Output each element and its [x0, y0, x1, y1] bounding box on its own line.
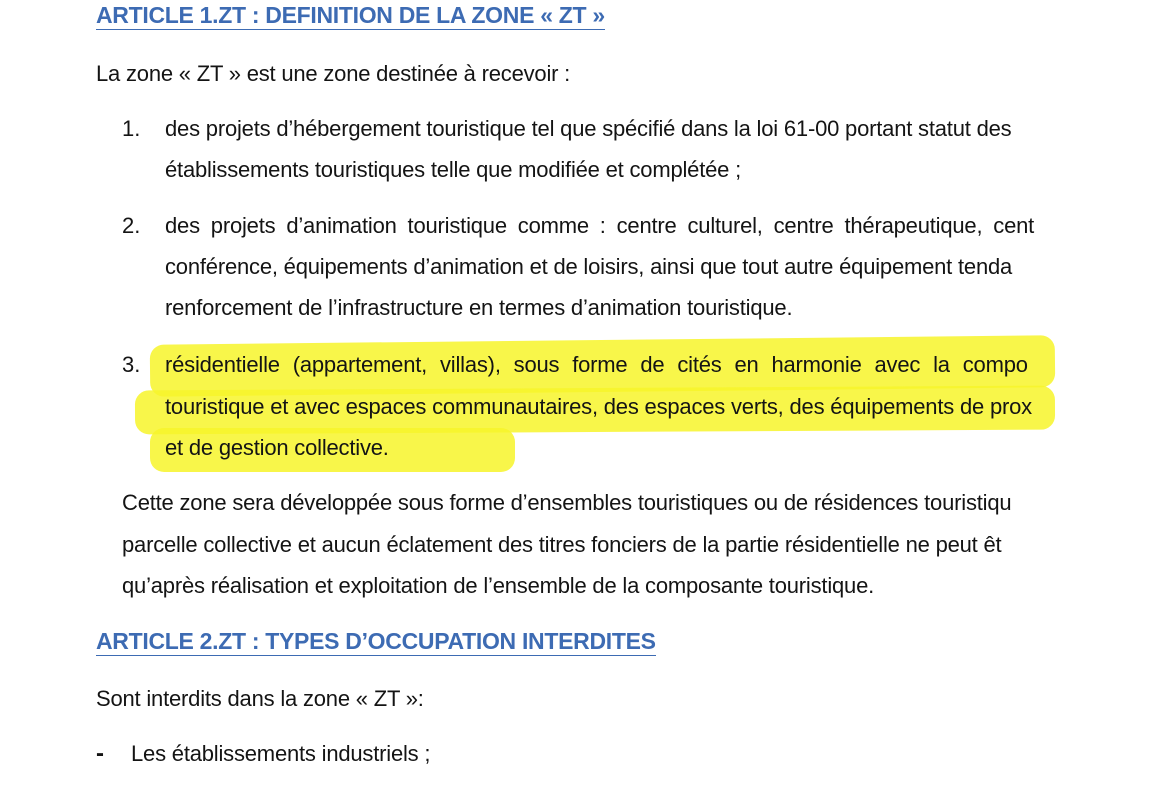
list-item-line: résidentielle (appartement, villas), sous forme de cités en harmonie avec la compo [165, 352, 1028, 377]
list-item-line: établissements touristiques telle que modifiée et complétée ; [165, 157, 742, 182]
closing-paragraph-line: Cette zone sera développée sous forme d’ensembles touristiques ou de résidences touristiqu [122, 490, 1012, 515]
list-item-line: renforcement de l’infrastructure en termes d’animation touristique. [165, 295, 793, 320]
article-1-heading: ARTICLE 1.ZT : DEFINITION DE LA ZONE « ZT » [96, 2, 605, 28]
list-number: 2. [122, 213, 141, 238]
article-2-heading: ARTICLE 2.ZT : TYPES D’OCCUPATION INTERDITES [96, 628, 656, 654]
article-1-intro: La zone « ZT » est une zone destinée à recevoir : [96, 61, 571, 86]
list-item-line: conférence, équipements d’animation et de loisirs, ainsi que tout autre équipement tenda [165, 254, 1013, 279]
bullet-dash: - [96, 740, 104, 767]
closing-paragraph-line: qu’après réalisation et exploitation de l’ensemble de la composante touristique. [122, 573, 875, 598]
article-2-intro: Sont interdits dans la zone « ZT »: [96, 686, 424, 711]
closing-paragraph-line: parcelle collective et aucun éclatement des titres fonciers de la partie résidentielle ne peut êt [122, 532, 1002, 557]
list-item-line: et de gestion collective. [165, 435, 389, 460]
list-item-line: touristique et avec espaces communautaires, des espaces verts, des équipements de prox [165, 394, 1032, 419]
bullet-item: Les établissements industriels ; [131, 741, 431, 766]
list-item-line: des projets d’animation touristique comme : centre culturel, centre thérapeutique, cent [165, 213, 1035, 238]
list-number: 3. [122, 352, 141, 377]
list-number: 1. [122, 116, 141, 141]
list-item-line: des projets d’hébergement touristique tel que spécifié dans la loi 61-00 portant statut des [165, 116, 1012, 141]
